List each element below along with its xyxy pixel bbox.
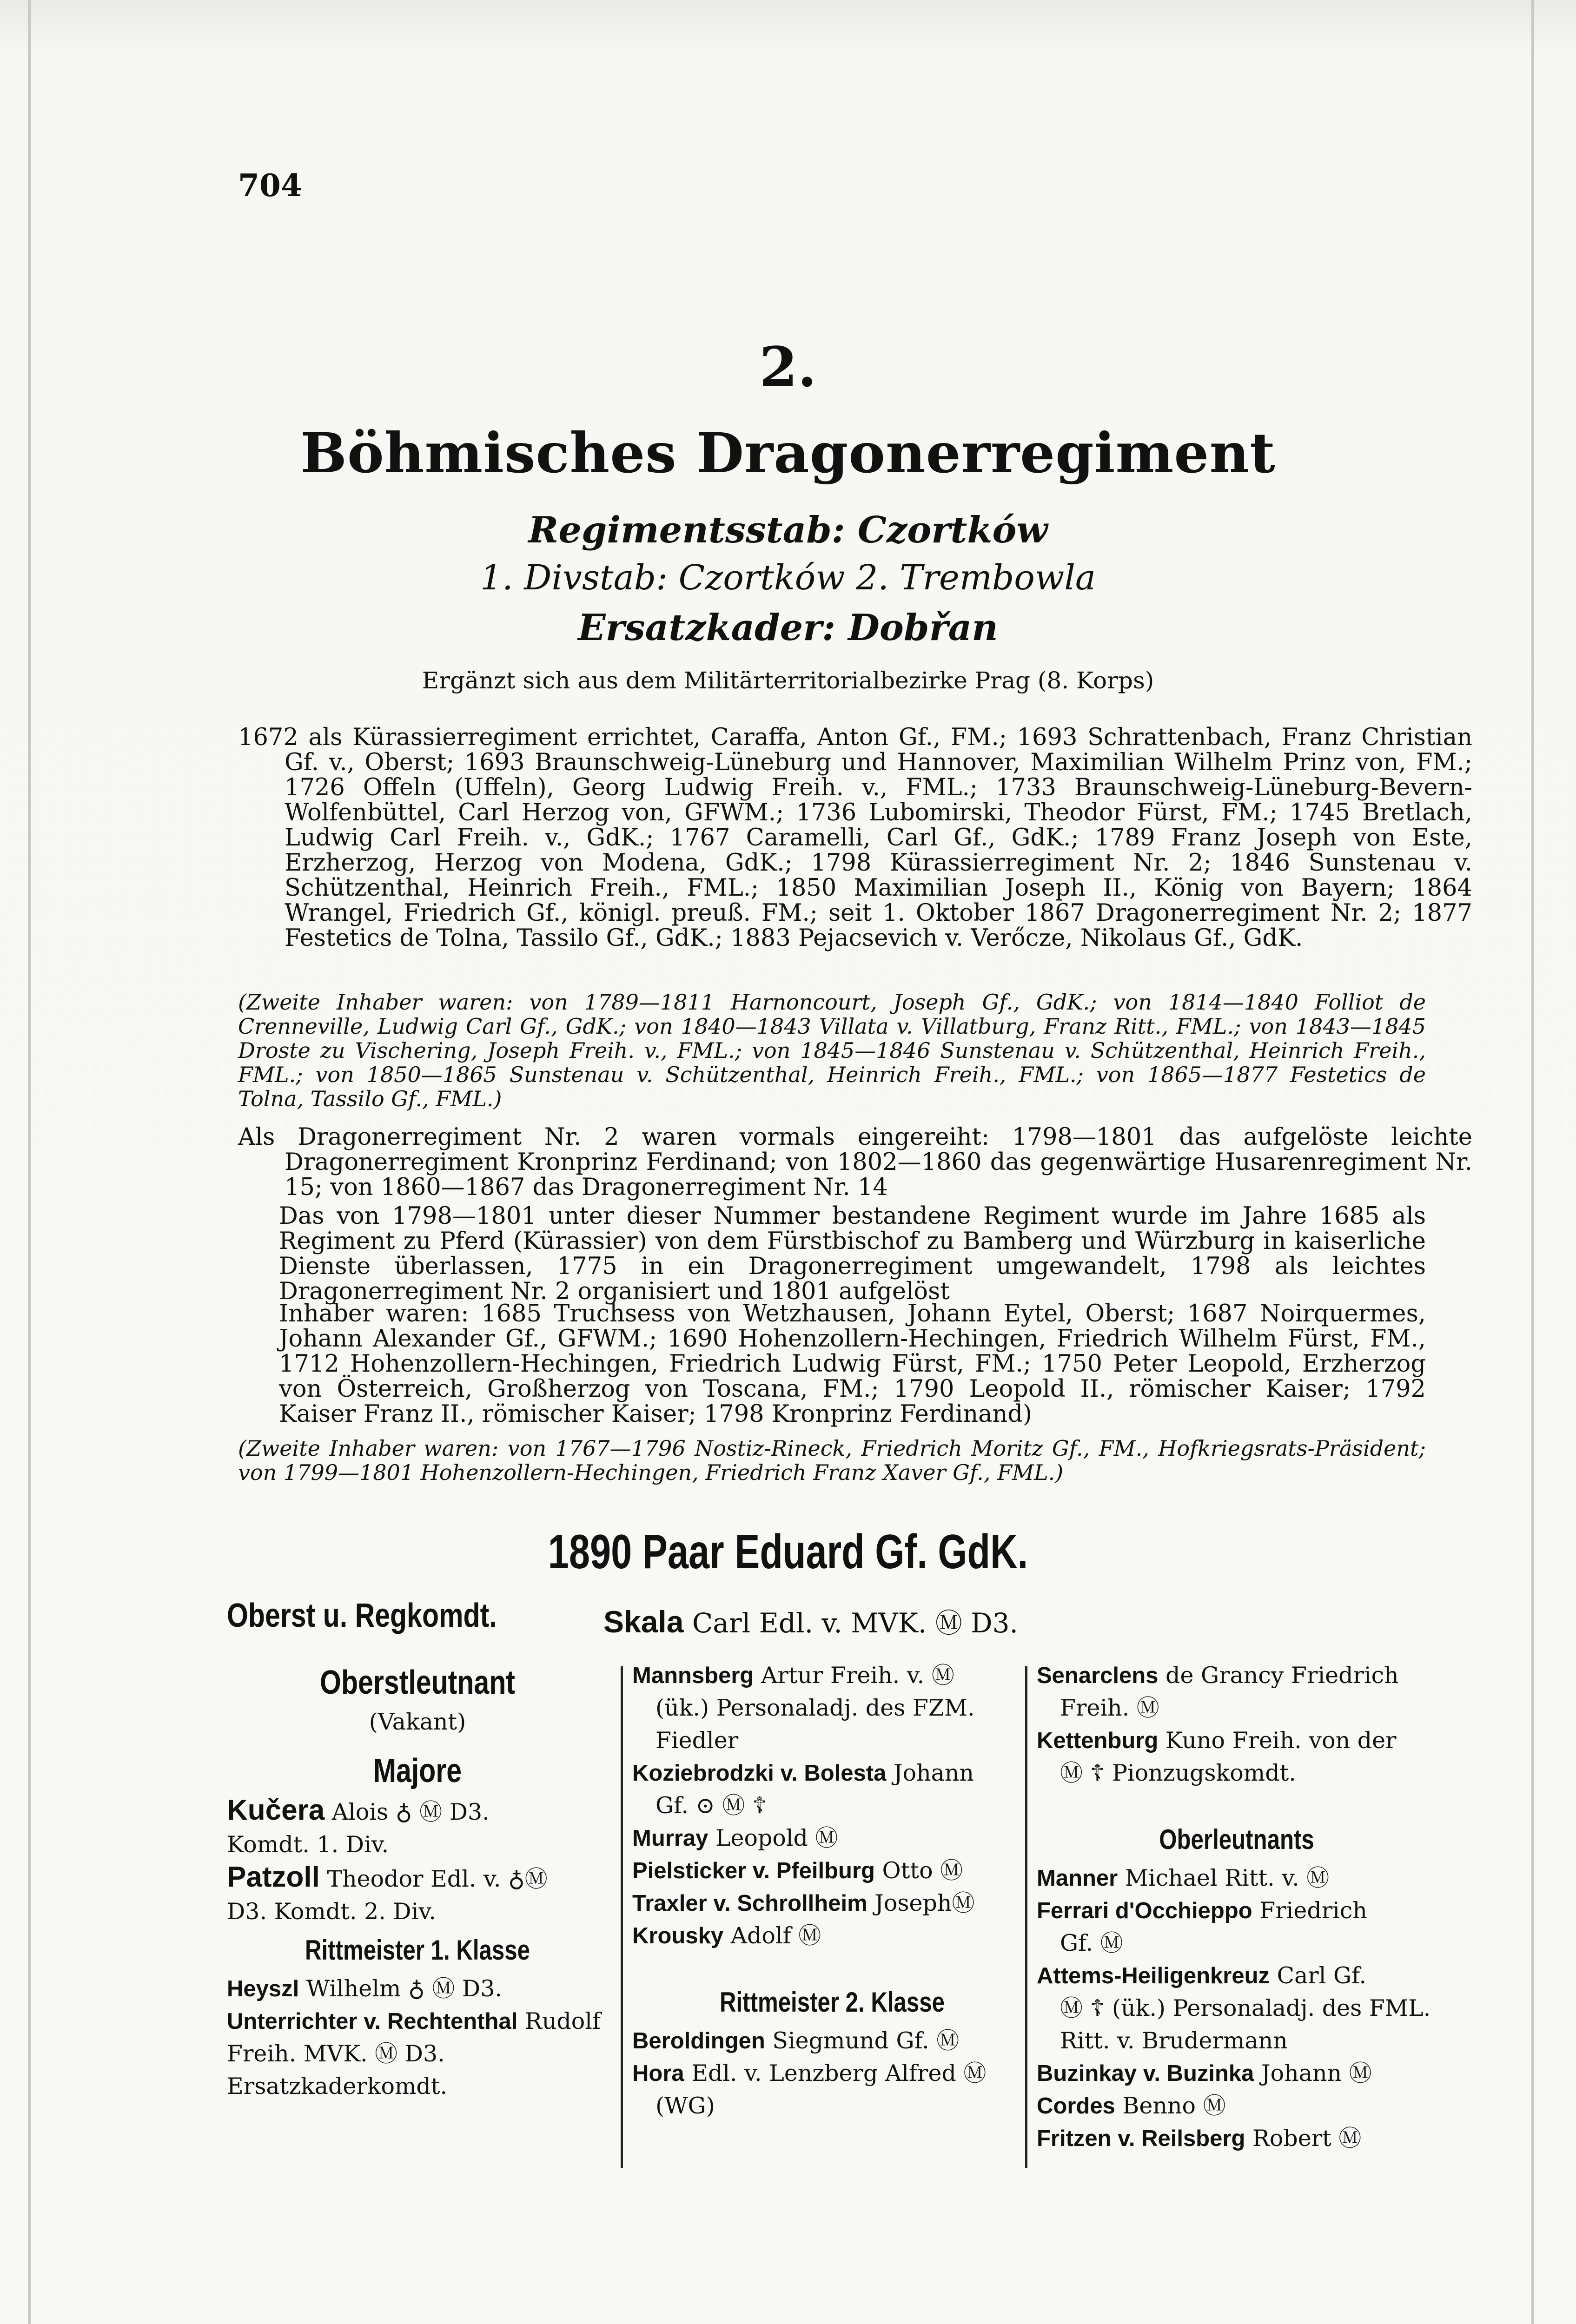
- entry-details: Kuno Freih. von der: [1165, 1727, 1397, 1754]
- entry-name: Murray: [632, 1826, 709, 1851]
- list-item-continuation: Gf. Ⓜ: [1060, 1930, 1123, 1956]
- list-item: [1037, 1724, 1437, 1757]
- regimentsstab: Regimentsstab: Czortków: [528, 509, 1048, 551]
- entry-name: Patzoll: [227, 1861, 320, 1893]
- list-item: [227, 1794, 608, 1829]
- list-item: [1037, 2122, 1437, 2155]
- list-item: [1037, 1862, 1437, 1895]
- oberst-label: Oberst u. Regkomdt.: [227, 1597, 497, 1634]
- history-paragraph: 1672 als Kürassierregiment errichtet, Caraffa, Anton Gf., FM.; 1693 Schrattenbach, Franz Christian Gf. v., Oberst; 1693 Braunschweig-Lüneburg und Hannover, Maximilian Wilhelm Prinz von, FM.; 1726 Offeln (Uffeln), Georg Ludwig Freih. v., FML.; 1733 Braunschweig-Lüneburg-Bevern-Wolfenbüttel, Carl Herzog von, GFWM.; 1736 Lubomirski, Theodor Fürst, FM.; 1745 Bretlach, Ludwig Carl Freih. v., GdK.; 1767 Caramelli, Carl Gf., GdK.; 1789 Franz Joseph von Este, Erzherzog, Herzog von Modena, GdK.; 1798 Kürassierregiment Nr. 2; 1846 Sunstenau v. Schützenthal, Heinrich Freih., FML.; 1850 Maximilian Joseph II., König von Bayern; 1864 Wrangel, Friedrich Gf., königl. preuß. FM.; seit 1. Oktober 1867 Dragonerregiment Nr. 2; 1877 Festetics de Tolna, Tassilo Gf., GdK.; 1883 Pejacsevich v. Verőcze, Nikolaus Gf., GdK.: [238, 724, 1472, 952]
- entry-name: Koziebrodzki v. Bolesta: [632, 1761, 887, 1786]
- oberst-details: Carl Edl. v. MVK. Ⓜ D3.: [692, 1607, 1018, 1639]
- entry-details: Benno Ⓜ: [1122, 2093, 1226, 2119]
- entry-details: Otto Ⓜ: [882, 1857, 963, 1884]
- entry-details: Johann Ⓜ: [1261, 2060, 1372, 2086]
- list-item: [632, 2057, 1032, 2090]
- entry-name: Hora: [632, 2061, 684, 2086]
- entry-name: Beroldingen: [632, 2028, 765, 2053]
- list-item: [1037, 2057, 1437, 2090]
- list-item-continuation: Komdt. 1. Div.: [227, 1831, 389, 1858]
- entry-name: Cordes: [1037, 2093, 1115, 2119]
- oberst-name: Skala: [603, 1604, 684, 1639]
- entry-details: Friedrich: [1259, 1897, 1367, 1924]
- oberst-entry: [603, 1601, 1018, 1640]
- entry-details: Wilhelm ♁ Ⓜ D3.: [306, 1975, 502, 2002]
- list-item: [1037, 1895, 1437, 1927]
- list-item: [632, 1887, 1032, 1920]
- rittmeister-2-heading: Rittmeister 2. Klasse: [719, 1987, 945, 2018]
- list-item-continuation: Gf. ⊙ Ⓜ ☦: [656, 1792, 767, 1819]
- entry-details: Carl Gf.: [1277, 1962, 1367, 1989]
- column-1: [227, 1659, 608, 2103]
- entry-name: Pielsticker v. Pfeilburg: [632, 1858, 875, 1883]
- column-3: [1037, 1659, 1437, 2155]
- list-item: [632, 1757, 1032, 1789]
- entry-details: Siegmund Gf. Ⓜ: [772, 2027, 960, 2054]
- spacer: [1037, 1789, 1437, 1817]
- list-item-continuation: D3. Komdt. 2. Div.: [227, 1898, 436, 1925]
- list-item: [632, 1855, 1032, 1887]
- page-title: Böhmisches Dragonerregiment: [300, 421, 1276, 485]
- entry-details: Adolf Ⓜ: [730, 1922, 821, 1949]
- entry-name: Kučera: [227, 1794, 325, 1826]
- divstab: 1. Divstab: Czortków 2. Trembowla: [480, 558, 1096, 598]
- list-item-continuation: (WG): [656, 2093, 715, 2119]
- entry-name: Heyszl: [227, 1976, 299, 2001]
- list-item: [1037, 1960, 1437, 1992]
- entry-details: Artur Freih. v. Ⓜ: [761, 1662, 954, 1689]
- column-2: [632, 1659, 1032, 2122]
- entry-name: Unterrichter v. Rechtenthal: [227, 2009, 518, 2034]
- list-item: [632, 1659, 1032, 1692]
- entry-details: Theodor Edl. v. ♁Ⓜ: [327, 1866, 548, 1892]
- zweite-inhaber-1: (Zweite Inhaber waren: von 1789—1811 Harnoncourt, Joseph Gf., GdK.; von 1814—1840 Folliot de Crenneville, Ludwig Carl Gf., GdK.; von 1840—1843 Villata v. Villatburg, Franz Ritt., FML.; von 1843—1845 Droste zu Vischering, Joseph Freih. v., FML.; von 1845—1846 Sunstenau v. Schützenthal, Heinrich Freih., FML.; von 1850—1865 Sunstenau v. Schützenthal, Heinrich Freih., FML.; von 1865—1877 Festetics de Tolna, Tassilo Gf., FML.): [238, 990, 1426, 1111]
- als-dragoner-paragraph: Als Dragonerregiment Nr. 2 waren vormals eingereiht: 1798—1801 das aufgelöste leichte Dragonerregiment Kronprinz Ferdinand; von 1802—1860 das gegenwärtige Husarenregiment Nr. 15; von 1860—1867 das Dragonerregiment Nr. 14: [238, 1123, 1472, 1201]
- list-item-continuation: Ⓜ ☦ (ük.) Personaladj. des FML. Ritt. v. Brudermann: [1060, 1995, 1431, 2054]
- das-von-paragraph: Das von 1798—1801 unter dieser Nummer bestandene Regiment wurde im Jahre 1685 als Regiment zu Pferd (Kürassier) von dem Fürstbischof zu Bamberg und Würzburg in kaiserliche Dienste überlassen, 1775 in ein Dragonerregiment umgewandelt, 1798 als leichtes Dragonerregiment Nr. 2 organisiert und 1801 aufgelöst: [279, 1202, 1426, 1305]
- entry-details: Rudolf Freih. MVK. Ⓜ D3.: [227, 2008, 601, 2067]
- oberleutnants-heading: Oberleutnants: [1159, 1824, 1314, 1855]
- inhaber-waren-paragraph: Inhaber waren: 1685 Truchsess von Wetzhausen, Johann Eytel, Oberst; 1687 Noirquermes, Johann Alexander Gf., GFWM.; 1690 Hohenzollern-Hechingen, Friedrich Wilhelm Fürst, FM., 1712 Hohenzollern-Hechingen, Friedrich Ludwig Fürst, FM.; 1750 Peter Leopold, Erzherzog von Österreich, Großherzog von Toscana, FM.; 1790 Leopold II., römischer Kaiser; 1792 Kaiser Franz II., römischer Kaiser; 1798 Kronprinz Ferdinand): [279, 1300, 1426, 1428]
- zweite-inhaber-2: (Zweite Inhaber waren: von 1767—1796 Nostiz-Rineck, Friedrich Moritz Gf., FM., Hofkriegsrats-Präsident; von 1799—1801 Hohenzollern-Hechingen, Friedrich Franz Xaver Gf., FML.): [238, 1436, 1426, 1485]
- entry-details: Michael Ritt. v. Ⓜ: [1125, 1865, 1330, 1891]
- entry-name: Manner: [1037, 1866, 1118, 1891]
- entry-details: Edl. v. Lenzberg Alfred Ⓜ: [691, 2060, 987, 2086]
- ersatzkader: Ersatzkader: Dobřan: [578, 607, 998, 649]
- list-item: [632, 1920, 1032, 1952]
- entry-name: Traxler v. Schrollheim: [632, 1891, 867, 1916]
- entry-details: Johann: [893, 1760, 974, 1786]
- list-item-continuation: Freih. Ⓜ: [1060, 1695, 1159, 1721]
- list-item: [227, 2005, 608, 2070]
- entry-name: Krousky: [632, 1923, 724, 1948]
- list-item: [227, 1861, 608, 1895]
- majore-heading: Majore: [373, 1752, 462, 1789]
- oberstleutnant-heading: Oberstleutnant: [320, 1664, 515, 1701]
- entry-details: Leopold Ⓜ: [715, 1825, 838, 1851]
- entry-details: Robert Ⓜ: [1252, 2125, 1362, 2152]
- list-item: [632, 2025, 1032, 2057]
- list-item: [227, 1973, 608, 2005]
- regiment-number: 2.: [759, 335, 817, 399]
- oberstleutnant-vakant: (Vakant): [369, 1709, 466, 1735]
- ergaenzt-line: Ergänzt sich aus dem Militärterritorialbezirke Prag (8. Korps): [422, 667, 1154, 694]
- list-item: [632, 1822, 1032, 1855]
- entry-details: de Grancy Friedrich: [1165, 1662, 1399, 1689]
- entry-details: Alois ♁ Ⓜ D3.: [331, 1799, 490, 1825]
- entry-name: Mannsberg: [632, 1663, 754, 1688]
- rittmeister-1-heading: Rittmeister 1. Klasse: [305, 1934, 530, 1966]
- entry-name: Ferrari d'Occhieppo: [1037, 1898, 1252, 1923]
- commander-line: 1890 Paar Eduard Gf. GdK.: [548, 1525, 1028, 1579]
- entry-name: Fritzen v. Reilsberg: [1037, 2126, 1245, 2151]
- page-number: 704: [238, 167, 302, 204]
- entry-name: Buzinkay v. Buzinka: [1037, 2061, 1254, 2086]
- list-item-continuation: (ük.) Personaladj. des FZM. Fiedler: [656, 1695, 975, 1754]
- list-item-continuation: Ⓜ ☦ Pionzugskomdt.: [1060, 1760, 1296, 1786]
- entry-name: Attems-Heiligenkreuz: [1037, 1963, 1270, 1988]
- list-item: [1037, 2090, 1437, 2122]
- spacer: [632, 1952, 1032, 1980]
- list-item: [1037, 1659, 1437, 1692]
- entry-name: Senarclens: [1037, 1663, 1159, 1688]
- entry-details: JosephⓂ: [874, 1890, 975, 1916]
- column-divider: [621, 1666, 623, 2168]
- list-item-continuation: Ersatzkaderkomdt.: [227, 2073, 448, 2100]
- entry-name: Kettenburg: [1037, 1728, 1159, 1753]
